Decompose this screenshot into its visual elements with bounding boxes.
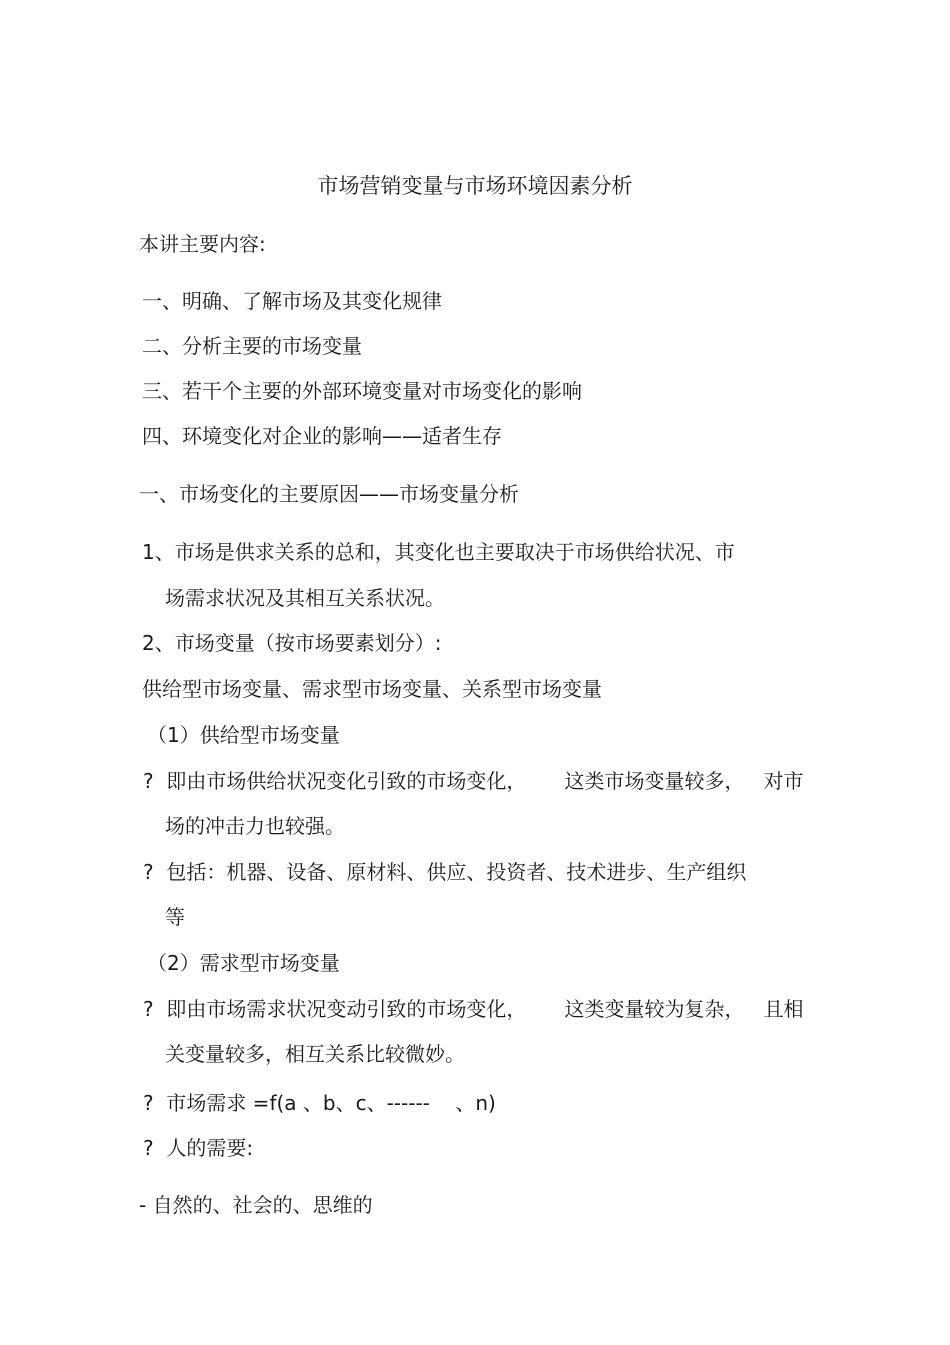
bullet-2-line-2: 等 [165, 905, 185, 929]
bullet-3-line-1: ? 即由市场需求状况变动引致的市场变化， 这类变量较为复杂， 且相 [143, 997, 804, 1021]
outline-item-1: 一、明确、了解市场及其变化规律 [142, 289, 442, 313]
paragraph-2: 2、市场变量（按市场要素划分）: [142, 631, 442, 655]
bullet-2-line-1: ? 包括：机器、设备、原材料、供应、投资者、技术进步、生产组织 [143, 860, 747, 884]
outline-item-3: 三、若干个主要的外部环境变量对市场变化的影响 [142, 379, 582, 403]
subheading-demand: （2）需求型市场变量 [147, 951, 340, 975]
intro-label: 本讲主要内容: [139, 232, 266, 256]
page-title: 市场营销变量与市场环境因素分析 [317, 174, 633, 198]
bullet-3-line-2: 关变量较多，相互关系比较微妙。 [165, 1042, 465, 1066]
paragraph-3: 供给型市场变量、需求型市场变量、关系型市场变量 [142, 677, 602, 701]
outline-item-4: 四、环境变化对企业的影响——适者生存 [142, 424, 502, 448]
bullet-4: ? 市场需求 =f(a 、b、c、------ 、n) [143, 1091, 496, 1115]
bullet-1-line-2: 场的冲击力也较强。 [165, 814, 345, 838]
subheading-supply: （1）供给型市场变量 [147, 723, 340, 747]
section-heading: 一、市场变化的主要原因——市场变量分析 [139, 482, 519, 506]
outline-item-2: 二、分析主要的市场变量 [142, 334, 362, 358]
paragraph-1-line-1: 1、市场是供求关系的总和，其变化也主要取决于市场供给状况、市 [142, 540, 735, 564]
paragraph-1-line-2: 场需求状况及其相互关系状况。 [165, 586, 445, 610]
bullet-1-line-1: ? 即由市场供给状况变化引致的市场变化， 这类市场变量较多， 对市 [143, 769, 804, 793]
bullet-5: ? 人的需要: [143, 1136, 254, 1160]
dash-item-1: - 自然的、社会的、思维的 [139, 1193, 373, 1217]
